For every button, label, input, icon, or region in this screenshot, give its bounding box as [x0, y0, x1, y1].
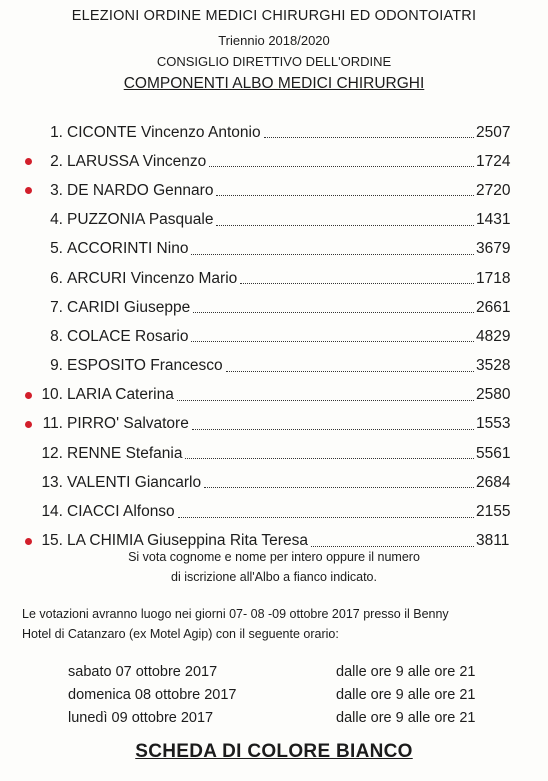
candidate-number: 2. — [50, 152, 63, 170]
red-dot-marker-icon — [25, 421, 32, 428]
schedule-row — [68, 710, 508, 733]
vote-instructions-line2: di iscrizione all'Albo a fianco indicato. — [171, 570, 377, 584]
registration-number: 2720 — [476, 181, 511, 199]
candidate-row — [36, 264, 516, 293]
schedule-day: lunedì 09 ottobre 2017 — [68, 710, 214, 726]
dot-leader — [191, 254, 474, 255]
candidate-number: 10. — [41, 386, 63, 404]
ballot-color-title: SCHEDA DI COLORE BIANCO — [135, 741, 413, 762]
candidate-name: ESPOSITO Francesco — [67, 357, 223, 375]
candidate-number: 9. — [50, 357, 63, 375]
dot-leader — [240, 283, 474, 284]
registration-number: 2580 — [476, 386, 511, 404]
candidate-name: PIRRO' Salvatore — [67, 415, 189, 433]
red-dot-marker-icon — [25, 158, 32, 165]
candidate-name: DE NARDO Gennaro — [67, 181, 214, 199]
dot-leader — [193, 312, 474, 313]
section-title: COMPONENTI ALBO MEDICI CHIRURGHI — [123, 75, 425, 92]
schedule-row — [68, 687, 508, 710]
candidate-name: ACCORINTI Nino — [67, 240, 189, 258]
dot-leader — [177, 400, 474, 401]
candidate-number: 15. — [41, 532, 63, 550]
candidate-row — [36, 147, 516, 176]
election-title: ELEZIONI ORDINE MEDICI CHIRURGHI ED ODONTOIATRI — [71, 8, 477, 24]
candidate-name: ARCURI Vincenzo Mario — [67, 269, 238, 287]
candidate-row — [36, 410, 516, 439]
candidate-name: CARIDI Giuseppe — [67, 298, 191, 316]
candidate-number: 14. — [41, 503, 63, 521]
candidate-row — [36, 322, 516, 351]
dot-leader — [185, 458, 474, 459]
registration-number: 2155 — [476, 503, 511, 521]
dot-leader — [178, 517, 474, 518]
candidate-name: CICONTE Vincenzo Antonio — [67, 123, 261, 141]
schedule-day: sabato 07 ottobre 2017 — [68, 664, 218, 680]
candidate-row — [36, 235, 516, 264]
candidate-number: 12. — [41, 444, 63, 462]
dot-leader — [191, 341, 474, 342]
candidate-row — [36, 497, 516, 526]
registration-number: 3811 — [476, 532, 510, 550]
candidate-row — [36, 439, 516, 468]
candidate-number: 4. — [50, 211, 63, 229]
candidate-name: LARUSSA Vincenzo — [67, 152, 207, 170]
candidate-name: CIACCI Alfonso — [67, 503, 175, 521]
candidate-number: 11. — [42, 415, 63, 433]
candidate-number: 7. — [50, 298, 63, 316]
red-dot-marker-icon — [25, 392, 32, 399]
candidate-name: LARIA Caterina — [67, 386, 174, 404]
registration-number: 1553 — [476, 415, 511, 433]
registration-number: 1718 — [476, 269, 511, 287]
registration-number: 1724 — [476, 152, 511, 170]
vote-instructions-line1: Si vota cognome e nome per intero oppure il numero — [128, 550, 420, 564]
candidate-name: PUZZONIA Pasquale — [67, 211, 214, 229]
vote-instructions — [0, 547, 548, 587]
candidate-row — [36, 468, 516, 497]
dot-leader — [209, 166, 474, 167]
candidate-number: 8. — [50, 327, 63, 345]
candidate-row — [36, 206, 516, 235]
candidate-row — [36, 381, 516, 410]
red-dot-marker-icon — [25, 538, 32, 545]
dot-leader — [216, 195, 474, 196]
schedule-table — [68, 664, 508, 733]
candidate-number: 3. — [50, 181, 63, 199]
registration-number: 3679 — [476, 240, 511, 258]
candidate-name: VALENTI Giancarlo — [67, 473, 202, 491]
council-title: CONSIGLIO DIRETTIVO DELL'ORDINE — [156, 54, 392, 69]
candidate-number: 13. — [41, 473, 63, 491]
registration-number: 4829 — [476, 327, 511, 345]
registration-number: 2507 — [476, 123, 511, 141]
registration-number: 2661 — [476, 298, 511, 316]
schedule-hours: dalle ore 9 alle ore 21 — [336, 687, 476, 703]
candidate-row — [36, 352, 516, 381]
voting-info — [22, 604, 532, 644]
registration-number: 3528 — [476, 357, 511, 375]
candidate-row — [36, 176, 516, 205]
candidate-list — [36, 118, 516, 556]
candidate-name: COLACE Rosario — [67, 327, 189, 345]
dot-leader — [192, 429, 474, 430]
candidate-number: 1. — [50, 123, 63, 141]
schedule-hours: dalle ore 9 alle ore 21 — [336, 710, 476, 726]
voting-info-line2: Hotel di Catanzaro (ex Motel Agip) con il seguente orario: — [22, 627, 339, 641]
candidate-name: LA CHIMIA Giuseppina Rita Teresa — [67, 532, 308, 550]
schedule-hours: dalle ore 9 alle ore 21 — [336, 664, 476, 680]
candidate-number: 6. — [50, 269, 63, 287]
dot-leader — [264, 137, 474, 138]
voting-info-line1: Le votazioni avranno luogo nei giorni 07- 08 -09 ottobre 2017 presso il Benny — [22, 607, 449, 621]
dot-leader — [226, 371, 474, 372]
candidate-number: 5. — [50, 240, 63, 258]
registration-number: 2684 — [476, 473, 511, 491]
candidate-row — [36, 293, 516, 322]
term-period: Triennio 2018/2020 — [218, 33, 330, 48]
schedule-day: domenica 08 ottobre 2017 — [68, 687, 237, 703]
dot-leader — [216, 225, 474, 226]
red-dot-marker-icon — [25, 187, 32, 194]
candidate-row — [36, 118, 516, 147]
candidate-name: RENNE Stefania — [67, 444, 183, 462]
dot-leader — [204, 487, 474, 488]
registration-number: 5561 — [476, 444, 511, 462]
schedule-row — [68, 664, 508, 687]
registration-number: 1431 — [476, 211, 511, 229]
